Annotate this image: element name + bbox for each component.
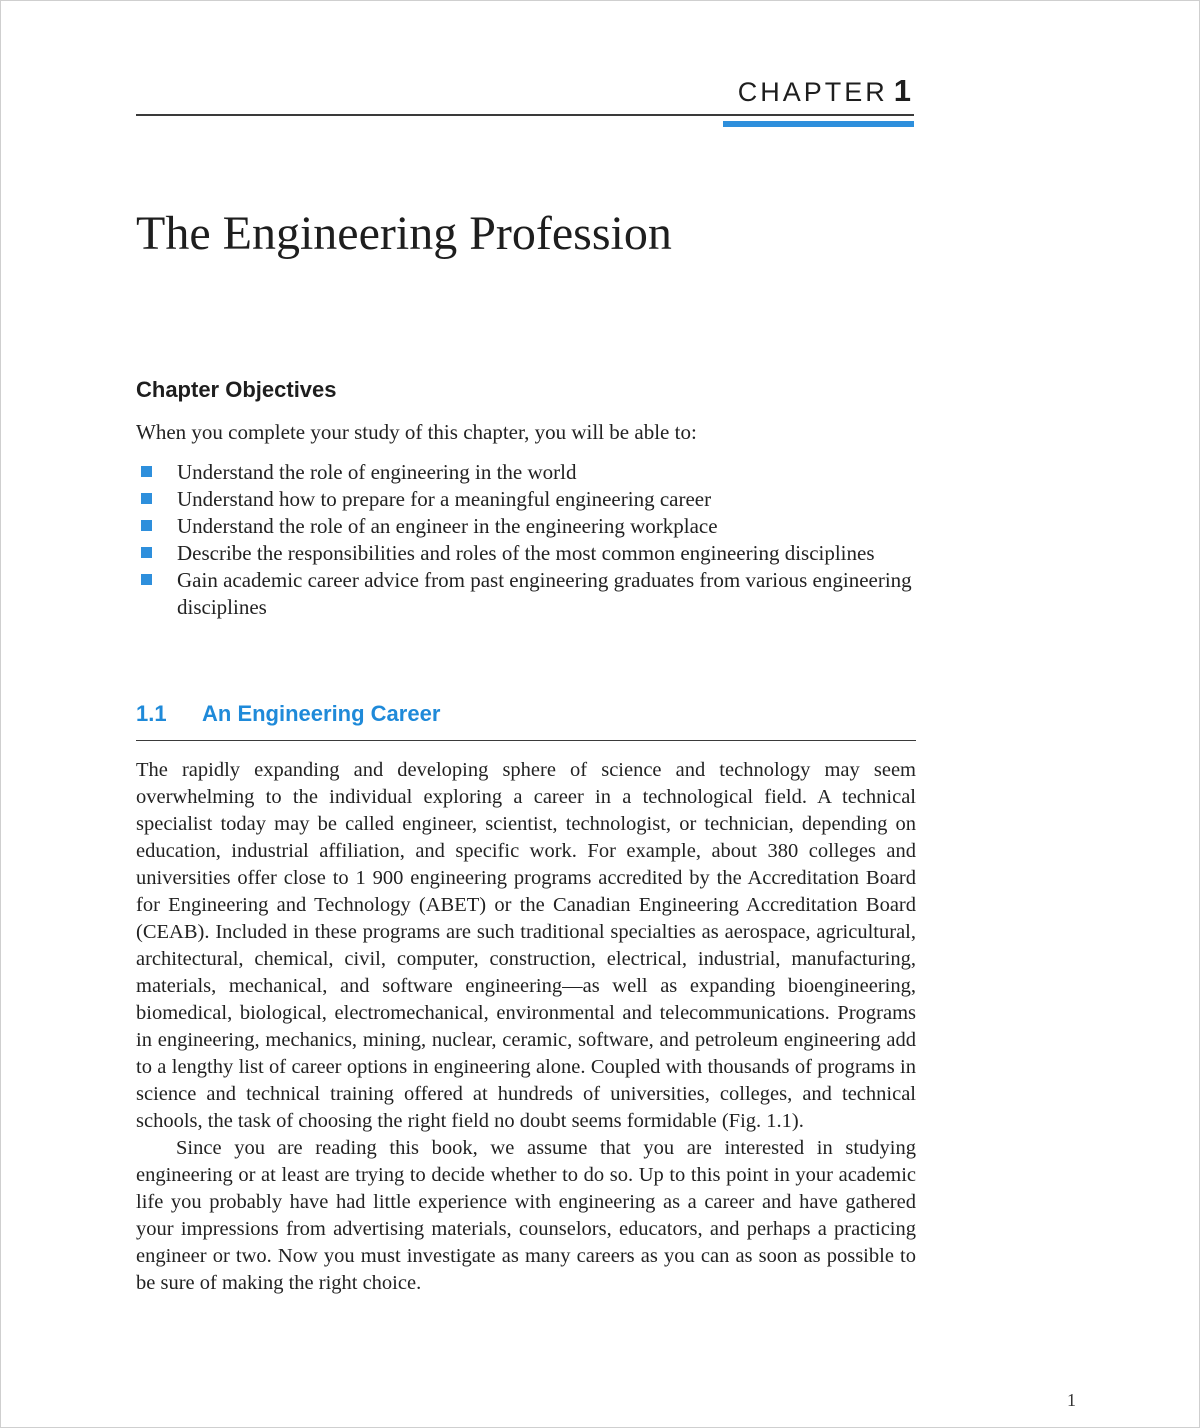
- square-bullet-icon: [141, 547, 152, 558]
- chapter-word: CHAPTER: [737, 77, 888, 107]
- body-paragraph: The rapidly expanding and developing sphere of science and technology may seem overwhelming to the individual exploring a career in a technological field. A technical specialist today may be called engineer, scientist, technologist, or technician, depending on education, industrial affiliation, and specific work. For example, about 380 colleges and universities offer close to 1 900 engineering programs accredited by the Accreditation Board for Engineering and Technology (ABET) or the Canadian Engineering Accreditation Board (CEAB). Included in these programs are such traditional specialties as aerospace, agricultural, architectural, chemical, civil, computer, construction, electrical, industrial, manufacturing, materials, mechanical, and software engineering—as well as expanding bioengineering, biomedical, biological, electromechanical, environmental and telecommunications. Programs in engineering, mechanics, mining, nuclear, ceramic, software, and petroleum engineering add to a lengthy list of career options in engineering alone. Coupled with thousands of programs in science and technical training offered at hundreds of universities, colleges, and technical schools, the task of choosing the right field no doubt seems formidable (Fig. 1.1).: [136, 759, 916, 1132]
- objectives-list: [136, 459, 916, 621]
- objective-text: Understand the role of an engineer in the engineering workplace: [177, 514, 718, 538]
- header-accent-bar: [723, 121, 914, 127]
- chapter-title: The Engineering Profession: [136, 207, 672, 260]
- objective-item: [136, 513, 916, 540]
- square-bullet-icon: [141, 574, 152, 585]
- section-number: 1.1: [136, 701, 167, 726]
- objective-text: Understand how to prepare for a meaningful engineering career: [177, 487, 712, 511]
- objective-item: [136, 540, 916, 567]
- objective-text: Understand the role of engineering in the world: [177, 460, 577, 484]
- objective-text: Describe the responsibilities and roles of the most common engineering disciplines: [177, 541, 875, 565]
- section-body: [136, 757, 916, 1297]
- square-bullet-icon: [141, 520, 152, 531]
- objective-item: [136, 567, 916, 621]
- square-bullet-icon: [141, 466, 152, 477]
- body-paragraph: Since you are reading this book, we assume that you are interested in studying engineering or at least are trying to decide whether to do so. Up to this point in your academic life you probably have had little experience with engineering as a career and have gathered your impressions from advertising materials, counselors, educators, and perhaps a practicing engineer or two. Now you must investigate as many careers as you can as soon as possible to be sure of making the right choice.: [136, 1137, 916, 1294]
- page-number: 1: [1067, 1390, 1076, 1410]
- header-rule: [136, 114, 914, 116]
- section-heading: [136, 701, 440, 727]
- section-rule: [136, 740, 916, 741]
- square-bullet-icon: [141, 493, 152, 504]
- chapter-label: [738, 73, 911, 109]
- objectives-intro: When you complete your study of this chapter, you will be able to:: [136, 420, 697, 444]
- objective-item: [136, 486, 916, 513]
- objectives-heading: Chapter Objectives: [136, 377, 337, 402]
- section-title: An Engineering Career: [202, 701, 441, 726]
- objective-item: [136, 459, 916, 486]
- objective-text: Gain academic career advice from past engineering graduates from various engineering disciplines: [177, 568, 912, 619]
- chapter-number: 1: [893, 73, 911, 108]
